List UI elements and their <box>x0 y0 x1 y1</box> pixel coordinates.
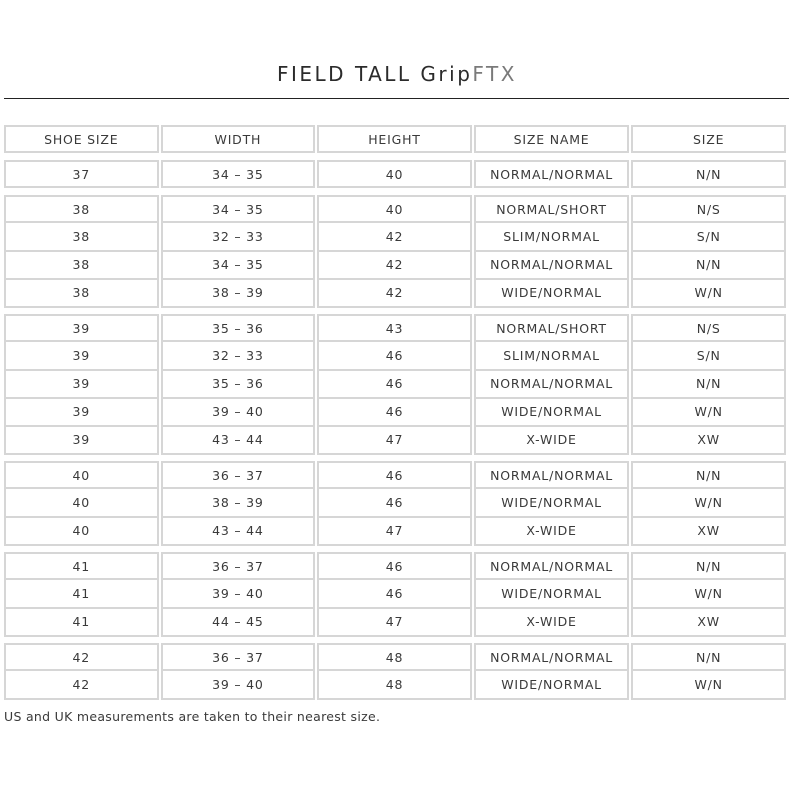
width-cell: 36 – 37 <box>161 643 316 671</box>
table-row <box>4 552 786 580</box>
shoe-size-cell: 42 <box>4 643 159 671</box>
height-cell: 42 <box>317 223 472 252</box>
size-name-cell: WIDE/NORMAL <box>474 671 630 700</box>
table-row <box>4 426 786 454</box>
header-shoe-size: SHOE SIZE <box>4 125 159 153</box>
size-cell: W/N <box>631 398 786 427</box>
table-row <box>4 517 786 545</box>
height-cell: 46 <box>317 580 472 609</box>
size-group <box>4 461 786 545</box>
shoe-size-cell: 39 <box>4 314 159 342</box>
table-row <box>4 223 786 251</box>
title-main: FIELD TALL Grip <box>277 62 473 86</box>
width-cell: 34 – 35 <box>161 160 316 188</box>
table-row <box>4 398 786 426</box>
height-cell: 43 <box>317 314 472 342</box>
size-cell: N/N <box>631 552 786 580</box>
width-cell: 35 – 36 <box>161 314 316 342</box>
shoe-size-cell: 38 <box>4 195 159 223</box>
shoe-size-cell: 39 <box>4 398 159 427</box>
size-name-cell: X-WIDE <box>474 517 630 546</box>
height-cell: 48 <box>317 671 472 700</box>
header-size: SIZE <box>631 125 786 153</box>
table-row <box>4 342 786 370</box>
width-cell: 32 – 33 <box>161 342 316 371</box>
size-cell: N/S <box>631 314 786 342</box>
size-cell: N/N <box>631 461 786 489</box>
size-group <box>4 195 786 307</box>
height-cell: 46 <box>317 461 472 489</box>
width-cell: 39 – 40 <box>161 580 316 609</box>
width-cell: 34 – 35 <box>161 195 316 223</box>
height-cell: 46 <box>317 489 472 518</box>
size-cell: N/N <box>631 370 786 399</box>
size-name-cell: WIDE/NORMAL <box>474 279 630 308</box>
size-name-cell: SLIM/NORMAL <box>474 342 630 371</box>
table-row <box>4 279 786 307</box>
header-width: WIDTH <box>161 125 316 153</box>
size-name-cell: WIDE/NORMAL <box>474 489 630 518</box>
size-cell: W/N <box>631 580 786 609</box>
height-cell: 46 <box>317 342 472 371</box>
size-cell: W/N <box>631 279 786 308</box>
size-cell: N/S <box>631 195 786 223</box>
size-name-cell: WIDE/NORMAL <box>474 398 630 427</box>
size-name-cell: WIDE/NORMAL <box>474 580 630 609</box>
title-divider <box>4 98 789 99</box>
shoe-size-cell: 39 <box>4 370 159 399</box>
width-cell: 35 – 36 <box>161 370 316 399</box>
table-row <box>4 671 786 699</box>
width-cell: 39 – 40 <box>161 671 316 700</box>
size-name-cell: X-WIDE <box>474 426 630 455</box>
size-group <box>4 314 786 454</box>
table-row <box>4 461 786 489</box>
height-cell: 40 <box>317 195 472 223</box>
page-title <box>0 62 794 86</box>
size-name-cell: NORMAL/NORMAL <box>474 461 630 489</box>
size-name-cell: NORMAL/NORMAL <box>474 370 630 399</box>
width-cell: 44 – 45 <box>161 608 316 637</box>
table-row <box>4 160 786 188</box>
size-group <box>4 643 786 699</box>
width-cell: 43 – 44 <box>161 517 316 546</box>
table-row <box>4 195 786 223</box>
height-cell: 42 <box>317 279 472 308</box>
table-row <box>4 314 786 342</box>
width-cell: 39 – 40 <box>161 398 316 427</box>
title-suffix: FTX <box>472 62 517 86</box>
size-cell: N/N <box>631 160 786 188</box>
size-name-cell: NORMAL/NORMAL <box>474 643 630 671</box>
size-name-cell: SLIM/NORMAL <box>474 223 630 252</box>
header-size-name: SIZE NAME <box>474 125 630 153</box>
size-table <box>4 125 786 699</box>
shoe-size-cell: 38 <box>4 223 159 252</box>
shoe-size-cell: 41 <box>4 552 159 580</box>
size-name-cell: NORMAL/NORMAL <box>474 160 630 188</box>
height-cell: 48 <box>317 643 472 671</box>
width-cell: 32 – 33 <box>161 223 316 252</box>
size-name-cell: NORMAL/SHORT <box>474 314 630 342</box>
height-cell: 46 <box>317 552 472 580</box>
shoe-size-cell: 39 <box>4 426 159 455</box>
shoe-size-cell: 39 <box>4 342 159 371</box>
height-cell: 42 <box>317 251 472 280</box>
width-cell: 36 – 37 <box>161 461 316 489</box>
size-cell: N/N <box>631 251 786 280</box>
width-cell: 36 – 37 <box>161 552 316 580</box>
size-cell: S/N <box>631 342 786 371</box>
size-group <box>4 160 786 188</box>
height-cell: 46 <box>317 398 472 427</box>
width-cell: 43 – 44 <box>161 426 316 455</box>
size-name-cell: NORMAL/NORMAL <box>474 552 630 580</box>
header-height: HEIGHT <box>317 125 472 153</box>
size-cell: W/N <box>631 489 786 518</box>
footnote: US and UK measurements are taken to their nearest size. <box>4 709 381 724</box>
size-name-cell: NORMAL/NORMAL <box>474 251 630 280</box>
table-row <box>4 251 786 279</box>
shoe-size-cell: 38 <box>4 251 159 280</box>
table-header-row <box>4 125 786 153</box>
height-cell: 47 <box>317 517 472 546</box>
width-cell: 38 – 39 <box>161 489 316 518</box>
size-cell: N/N <box>631 643 786 671</box>
height-cell: 47 <box>317 608 472 637</box>
table-row <box>4 489 786 517</box>
size-cell: XW <box>631 608 786 637</box>
size-cell: XW <box>631 426 786 455</box>
height-cell: 47 <box>317 426 472 455</box>
size-name-cell: X-WIDE <box>474 608 630 637</box>
shoe-size-cell: 41 <box>4 608 159 637</box>
size-cell: W/N <box>631 671 786 700</box>
width-cell: 34 – 35 <box>161 251 316 280</box>
size-name-cell: NORMAL/SHORT <box>474 195 630 223</box>
size-cell: S/N <box>631 223 786 252</box>
height-cell: 40 <box>317 160 472 188</box>
table-row <box>4 370 786 398</box>
shoe-size-cell: 42 <box>4 671 159 700</box>
table-row <box>4 608 786 636</box>
size-cell: XW <box>631 517 786 546</box>
shoe-size-cell: 38 <box>4 279 159 308</box>
width-cell: 38 – 39 <box>161 279 316 308</box>
table-row <box>4 643 786 671</box>
shoe-size-cell: 40 <box>4 461 159 489</box>
shoe-size-cell: 37 <box>4 160 159 188</box>
shoe-size-cell: 41 <box>4 580 159 609</box>
shoe-size-cell: 40 <box>4 517 159 546</box>
shoe-size-cell: 40 <box>4 489 159 518</box>
table-row <box>4 580 786 608</box>
height-cell: 46 <box>317 370 472 399</box>
size-group <box>4 552 786 636</box>
